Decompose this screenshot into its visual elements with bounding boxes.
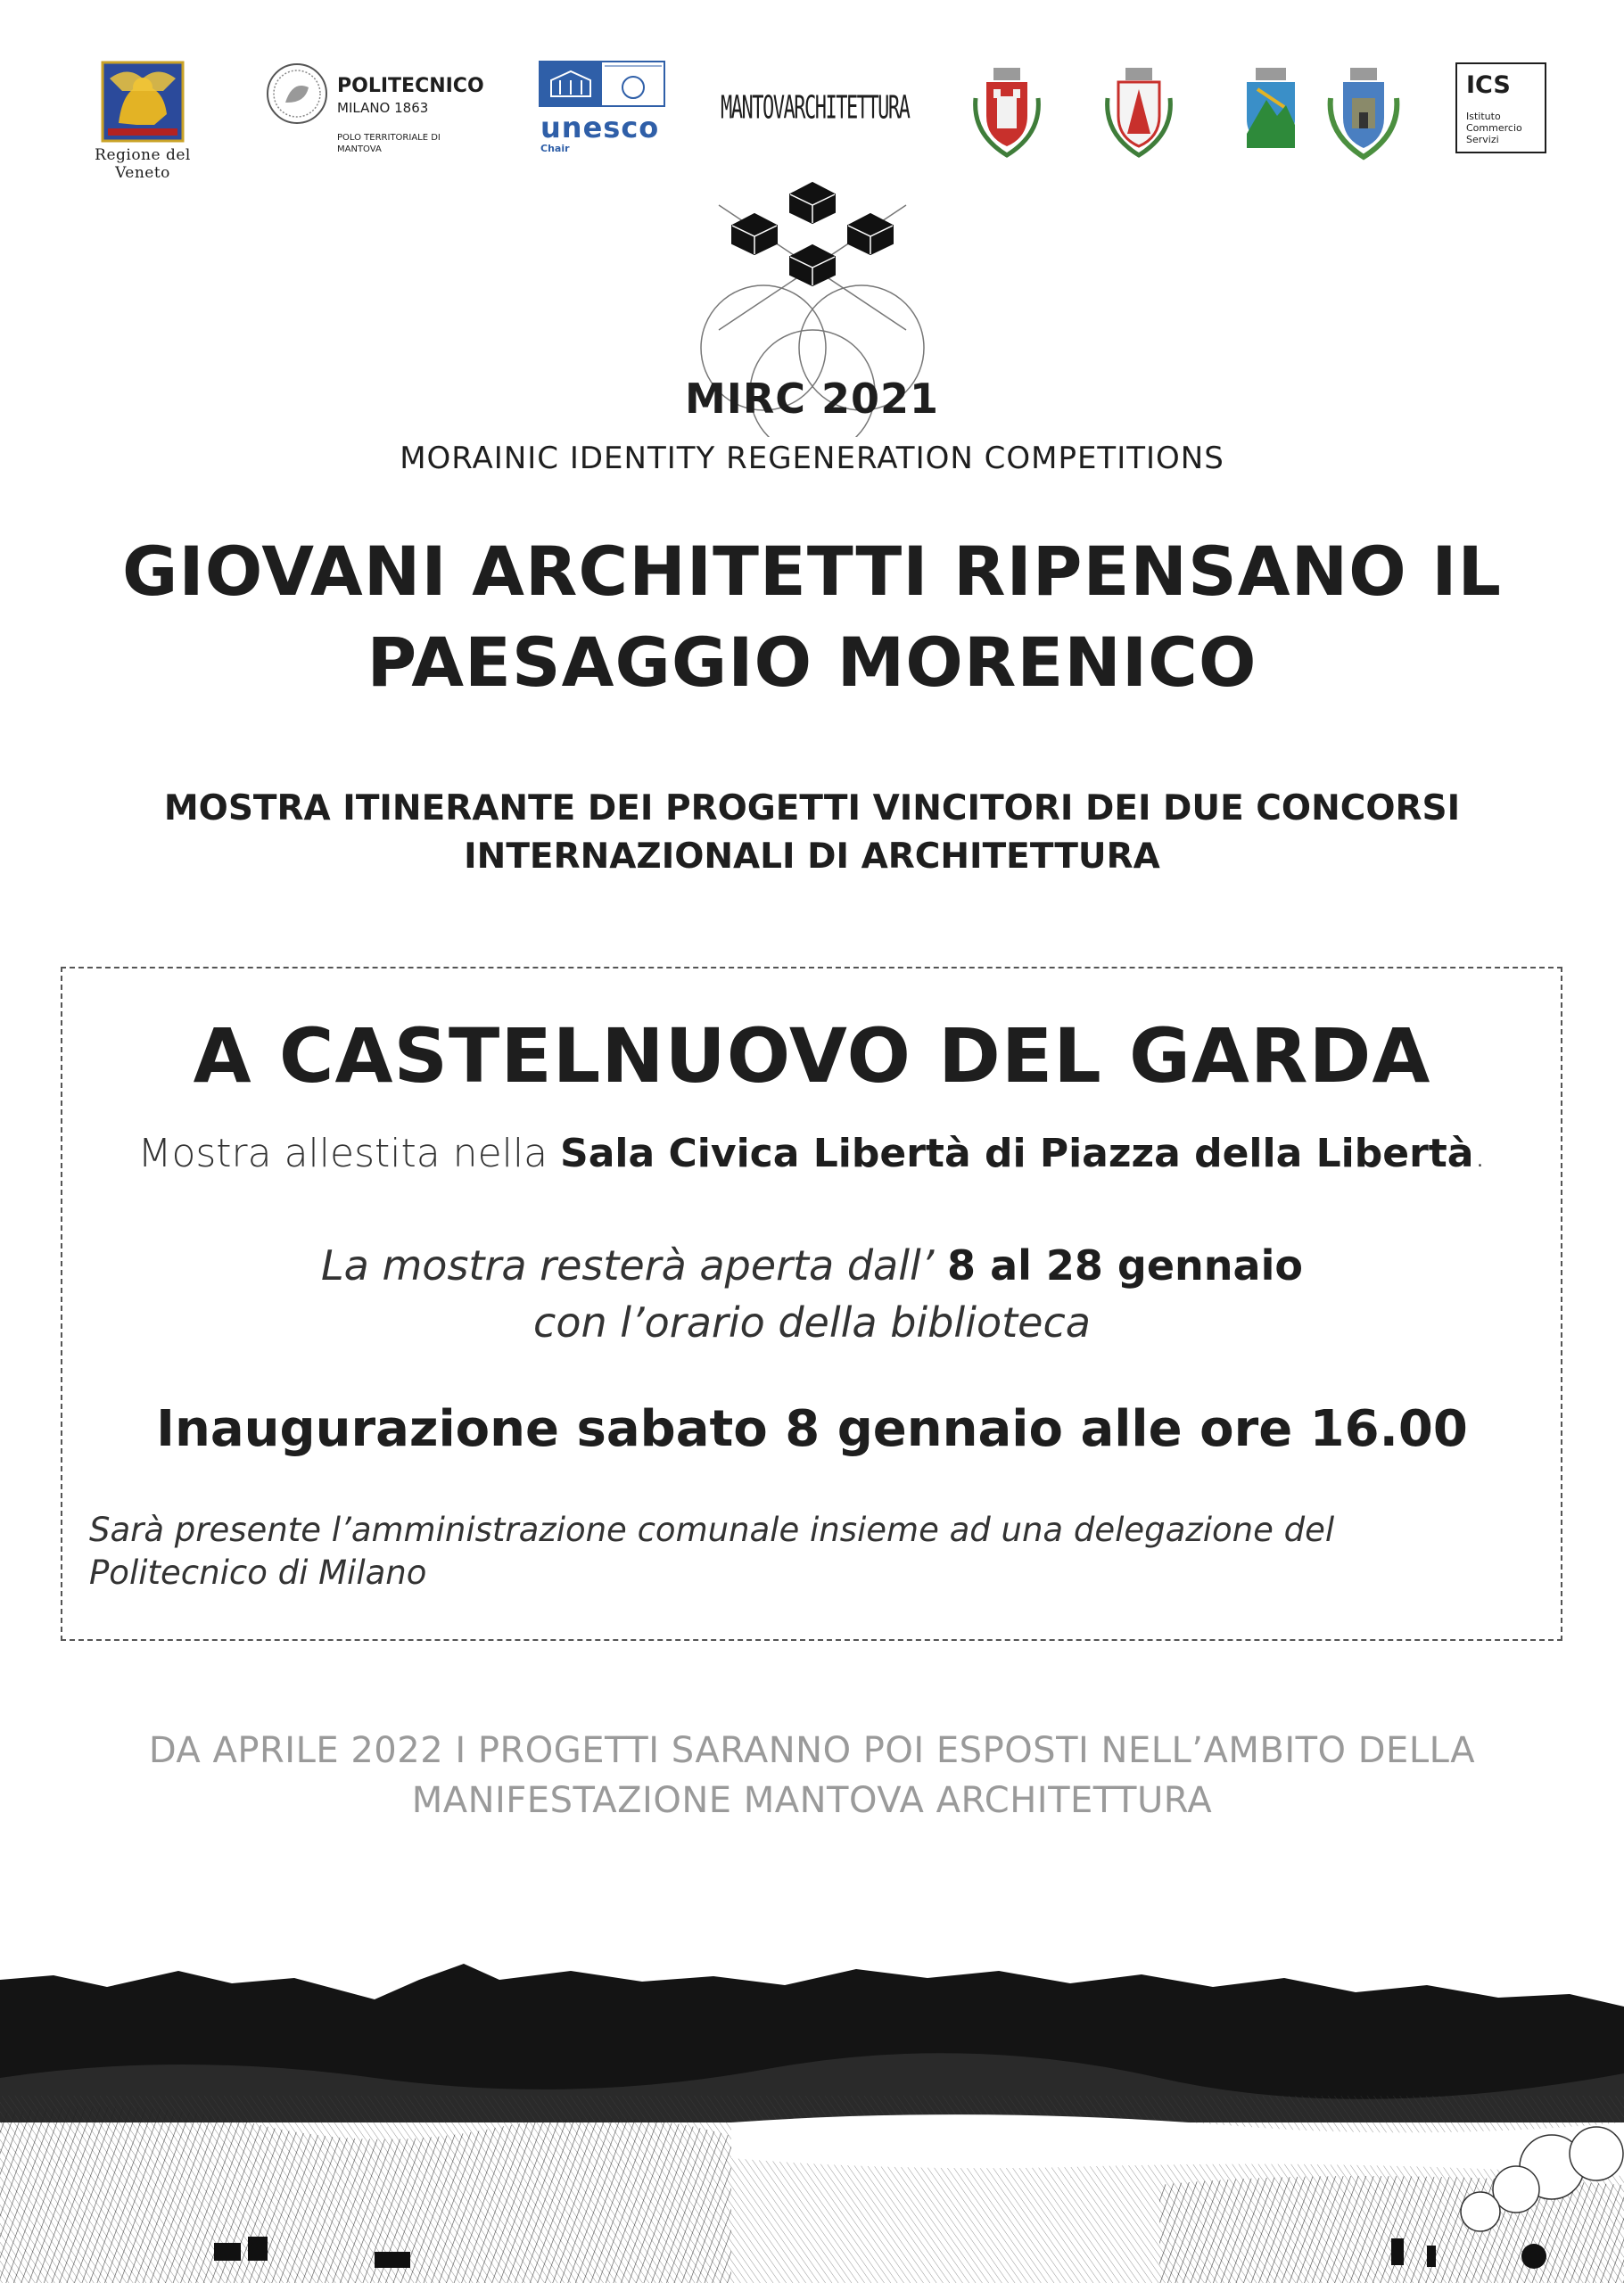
headline-line-2: PAESAGGIO MORENICO: [367, 622, 1257, 702]
subheadline-line-2: INTERNAZIONALI DI ARCHITETTURA: [464, 837, 1160, 877]
politecnico-city: MILANO 1863: [337, 100, 429, 116]
politecnico-seal-icon: [266, 62, 328, 125]
venue-period: .: [1473, 1131, 1487, 1176]
ics-logo: [1455, 62, 1546, 153]
opening-prefix: La mostra resterà aperta dall’: [321, 1241, 948, 1290]
veneto-caption: Regione del Veneto: [95, 146, 191, 182]
castle-coat-of-arms-icon: [967, 54, 1047, 169]
headline-line-1: GIOVANI ARCHITETTI RIPENSANO IL: [122, 532, 1502, 611]
tower-coat-of-arms-icon: [1099, 54, 1179, 169]
ics-short: ICS: [1466, 71, 1511, 99]
main-headline: [0, 526, 1624, 708]
subheadline-line-1: MOSTRA ITINERANTE DEI PROGETTI VINCITORI DEI DUE CONCORSI: [163, 788, 1461, 828]
unesco-word: unesco: [540, 111, 660, 144]
footer-line-1: DA APRILE 2022 I PROGETTI SARANNO POI ESPOSTI NELL’AMBITO DELLA: [148, 1730, 1476, 1771]
mantova-architettura-logo: [721, 54, 917, 169]
unesco-chair-label: Chair: [540, 143, 570, 154]
footer-line-2: MANIFESTAZIONE MANTOVA ARCHITETTURA: [411, 1780, 1213, 1821]
ics-full: Istituto Commercio Servizi: [1466, 111, 1522, 145]
mirc-title: MIRC 2021: [684, 375, 940, 423]
venue-title: A CASTELNUOVO DEL GARDA: [193, 1012, 1431, 1100]
opening-period: [0, 1241, 1624, 1290]
opening-dates: 8 al 28 gennaio: [947, 1241, 1303, 1290]
mantova-architettura-wordmark: MANTOVARCHITETTURA: [721, 91, 910, 127]
fortress-coat-of-arms-icon: [1323, 54, 1404, 169]
mirc-subtitle: MORAINIC IDENTITY REGENERATION COMPETITIONS: [400, 441, 1224, 476]
politecnico-name: POLITECNICO: [337, 75, 484, 97]
mountain-coat-of-arms-icon: [1231, 54, 1311, 169]
lion-of-st-mark-icon: [101, 61, 185, 143]
politecnico-campus: POLO TERRITORIALE DI MANTOVA: [337, 133, 441, 154]
venue-description: [0, 1131, 1624, 1176]
venue-place: Sala Civica Libertà di Piazza della Libertà: [560, 1131, 1474, 1176]
subheadline: [0, 785, 1624, 881]
politecnico-logo: [266, 54, 489, 169]
attendance-note: Sarà presente l’amministrazione comunale insieme ad una delegazione del Politecnico di Milano: [89, 1511, 1335, 1592]
opening-hours: con l’orario della biblioteca: [533, 1298, 1091, 1347]
unesco-chair-logo: [539, 54, 665, 169]
venue-intro: Mostra allestita nella: [137, 1131, 561, 1176]
future-exhibition-note: [0, 1726, 1624, 1826]
inauguration-line: Inaugurazione sabato 8 gennaio alle ore 16.00: [156, 1400, 1468, 1458]
morainic-landscape-illustration: [0, 1944, 1624, 2283]
regione-veneto-logo: [71, 54, 214, 182]
